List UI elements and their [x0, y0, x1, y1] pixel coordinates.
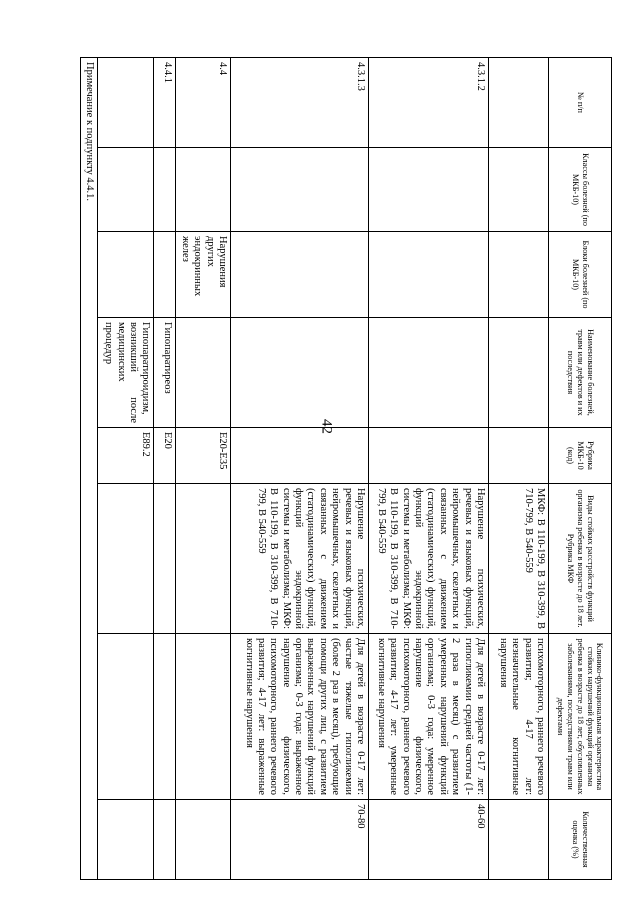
cell-functions [154, 484, 176, 634]
cell-class [231, 148, 369, 232]
note-row [81, 58, 98, 880]
cell-code [489, 428, 549, 484]
table-row [98, 58, 154, 880]
disability-criteria-table [80, 57, 612, 880]
cell-class [98, 148, 154, 232]
cell-name [231, 318, 369, 428]
cell-percent [154, 800, 176, 880]
cell-class [154, 148, 176, 232]
cell-class [176, 148, 231, 232]
cell-functions: МКФ: В 110-199, В 310-399, В 710-799, В 540-559 [489, 484, 549, 634]
cell-block [98, 232, 154, 318]
cell-percent: 70-80 [231, 800, 369, 880]
cell-clinical [98, 634, 154, 800]
table-row [231, 58, 369, 880]
cell-functions [176, 484, 231, 634]
header-name: Наименование болезней, травм или дефектов и их последствия [549, 318, 612, 428]
cell-functions: Нарушение психических, речевых и языковых функций, нейромышечных, скелетных и связанных с движением (статодинамических) функций, функций эндокринной системы и метаболизма; МКФ: В 110-199, В 310-399, В 710-799, В 540-559 [231, 484, 369, 634]
header-num: № п/п [549, 58, 612, 148]
table-row [176, 58, 231, 880]
cell-percent [176, 800, 231, 880]
table-row [489, 58, 549, 880]
cell-clinical [154, 634, 176, 800]
cell-class [369, 148, 489, 232]
header-class: Классы болезней (по МКБ-10) [549, 148, 612, 232]
cell-num [489, 58, 549, 148]
cell-functions: Нарушение психических, речевых и языковых функций, нейромышечных, скелетных и связанных с движением (статодинамических) функций, функций эндокринной системы и метаболизма; МКФ: В 110-199, В 310-399, В 710-799, В 540-559 [369, 484, 489, 634]
rotated-table-container [72, 57, 612, 879]
cell-clinical: Для детей в возрасте 0-17 лет: частые тяжелые гипогликемии (более 2 раз в месяц), требующие помощи других лиц, с развитием выраженных нарушений функций организма; 0-3 года: выраженное нарушение физического, психомоторного, раннего речевого развития; 4-17 лет: выраженные когнитивные нарушения [231, 634, 369, 800]
page-number: 42 [318, 419, 335, 434]
cell-percent [489, 800, 549, 880]
table-row [154, 58, 176, 880]
cell-clinical: психомоторного, раннего речевого развития; 4-17 лет: незначительные когнитивные нарушения [489, 634, 549, 800]
cell-clinical [176, 634, 231, 800]
cell-num [98, 58, 154, 148]
cell-num: 4.3.1.2 [369, 58, 489, 148]
cell-percent [98, 800, 154, 880]
cell-num: 4.4.1 [154, 58, 176, 148]
table-header-row [549, 58, 612, 880]
table-row [369, 58, 489, 880]
cell-code: E20-E35 [176, 428, 231, 484]
cell-percent: 40-60 [369, 800, 489, 880]
cell-block [369, 232, 489, 318]
cell-class [489, 148, 549, 232]
cell-name: Гипопаратироидизм, возникший после медицинских процедур [98, 318, 154, 428]
cell-block [489, 232, 549, 318]
cell-name [369, 318, 489, 428]
cell-block: Нарушения других эндокринных желез [176, 232, 231, 318]
cell-code: E89.2 [98, 428, 154, 484]
cell-block [154, 232, 176, 318]
header-block: Блоки болезней (по МКБ-10) [549, 232, 612, 318]
table-note: Примечание к подпункту 4.4.1. [81, 58, 98, 880]
cell-num: 4.3.1.3 [231, 58, 369, 148]
cell-num: 4.4 [176, 58, 231, 148]
header-percent: Количественная оценка (%) [549, 800, 612, 880]
header-clinical: Клинико-функциональная характеристика стойких нарушений функций организма ребенка в возрасте до 18 лет, обусловленных заболеваниями, последствиями травм или дефектами [549, 634, 612, 800]
cell-name: Гипопаратиреоз [154, 318, 176, 428]
cell-name [176, 318, 231, 428]
cell-code: E20 [154, 428, 176, 484]
cell-functions [98, 484, 154, 634]
header-code: Рубрика МКБ-10 (код) [549, 428, 612, 484]
cell-code [231, 428, 369, 484]
cell-block [231, 232, 369, 318]
cell-clinical: Для детей в возрасте 0-17 лет: гипогликемии средней частоты (1-2 раза в месяц) с развитием умеренных нарушений функций организма; 0-3 года: умеренное нарушение физического, психомоторного, раннего речевого развития; 4-17 лет: умеренные когнитивные нарушения [369, 634, 489, 800]
cell-code [369, 428, 489, 484]
header-functions: Виды стойких расстройств функций организма ребенка в возрасте до 18 лет. Рубрика МКФ [549, 484, 612, 634]
cell-name [489, 318, 549, 428]
